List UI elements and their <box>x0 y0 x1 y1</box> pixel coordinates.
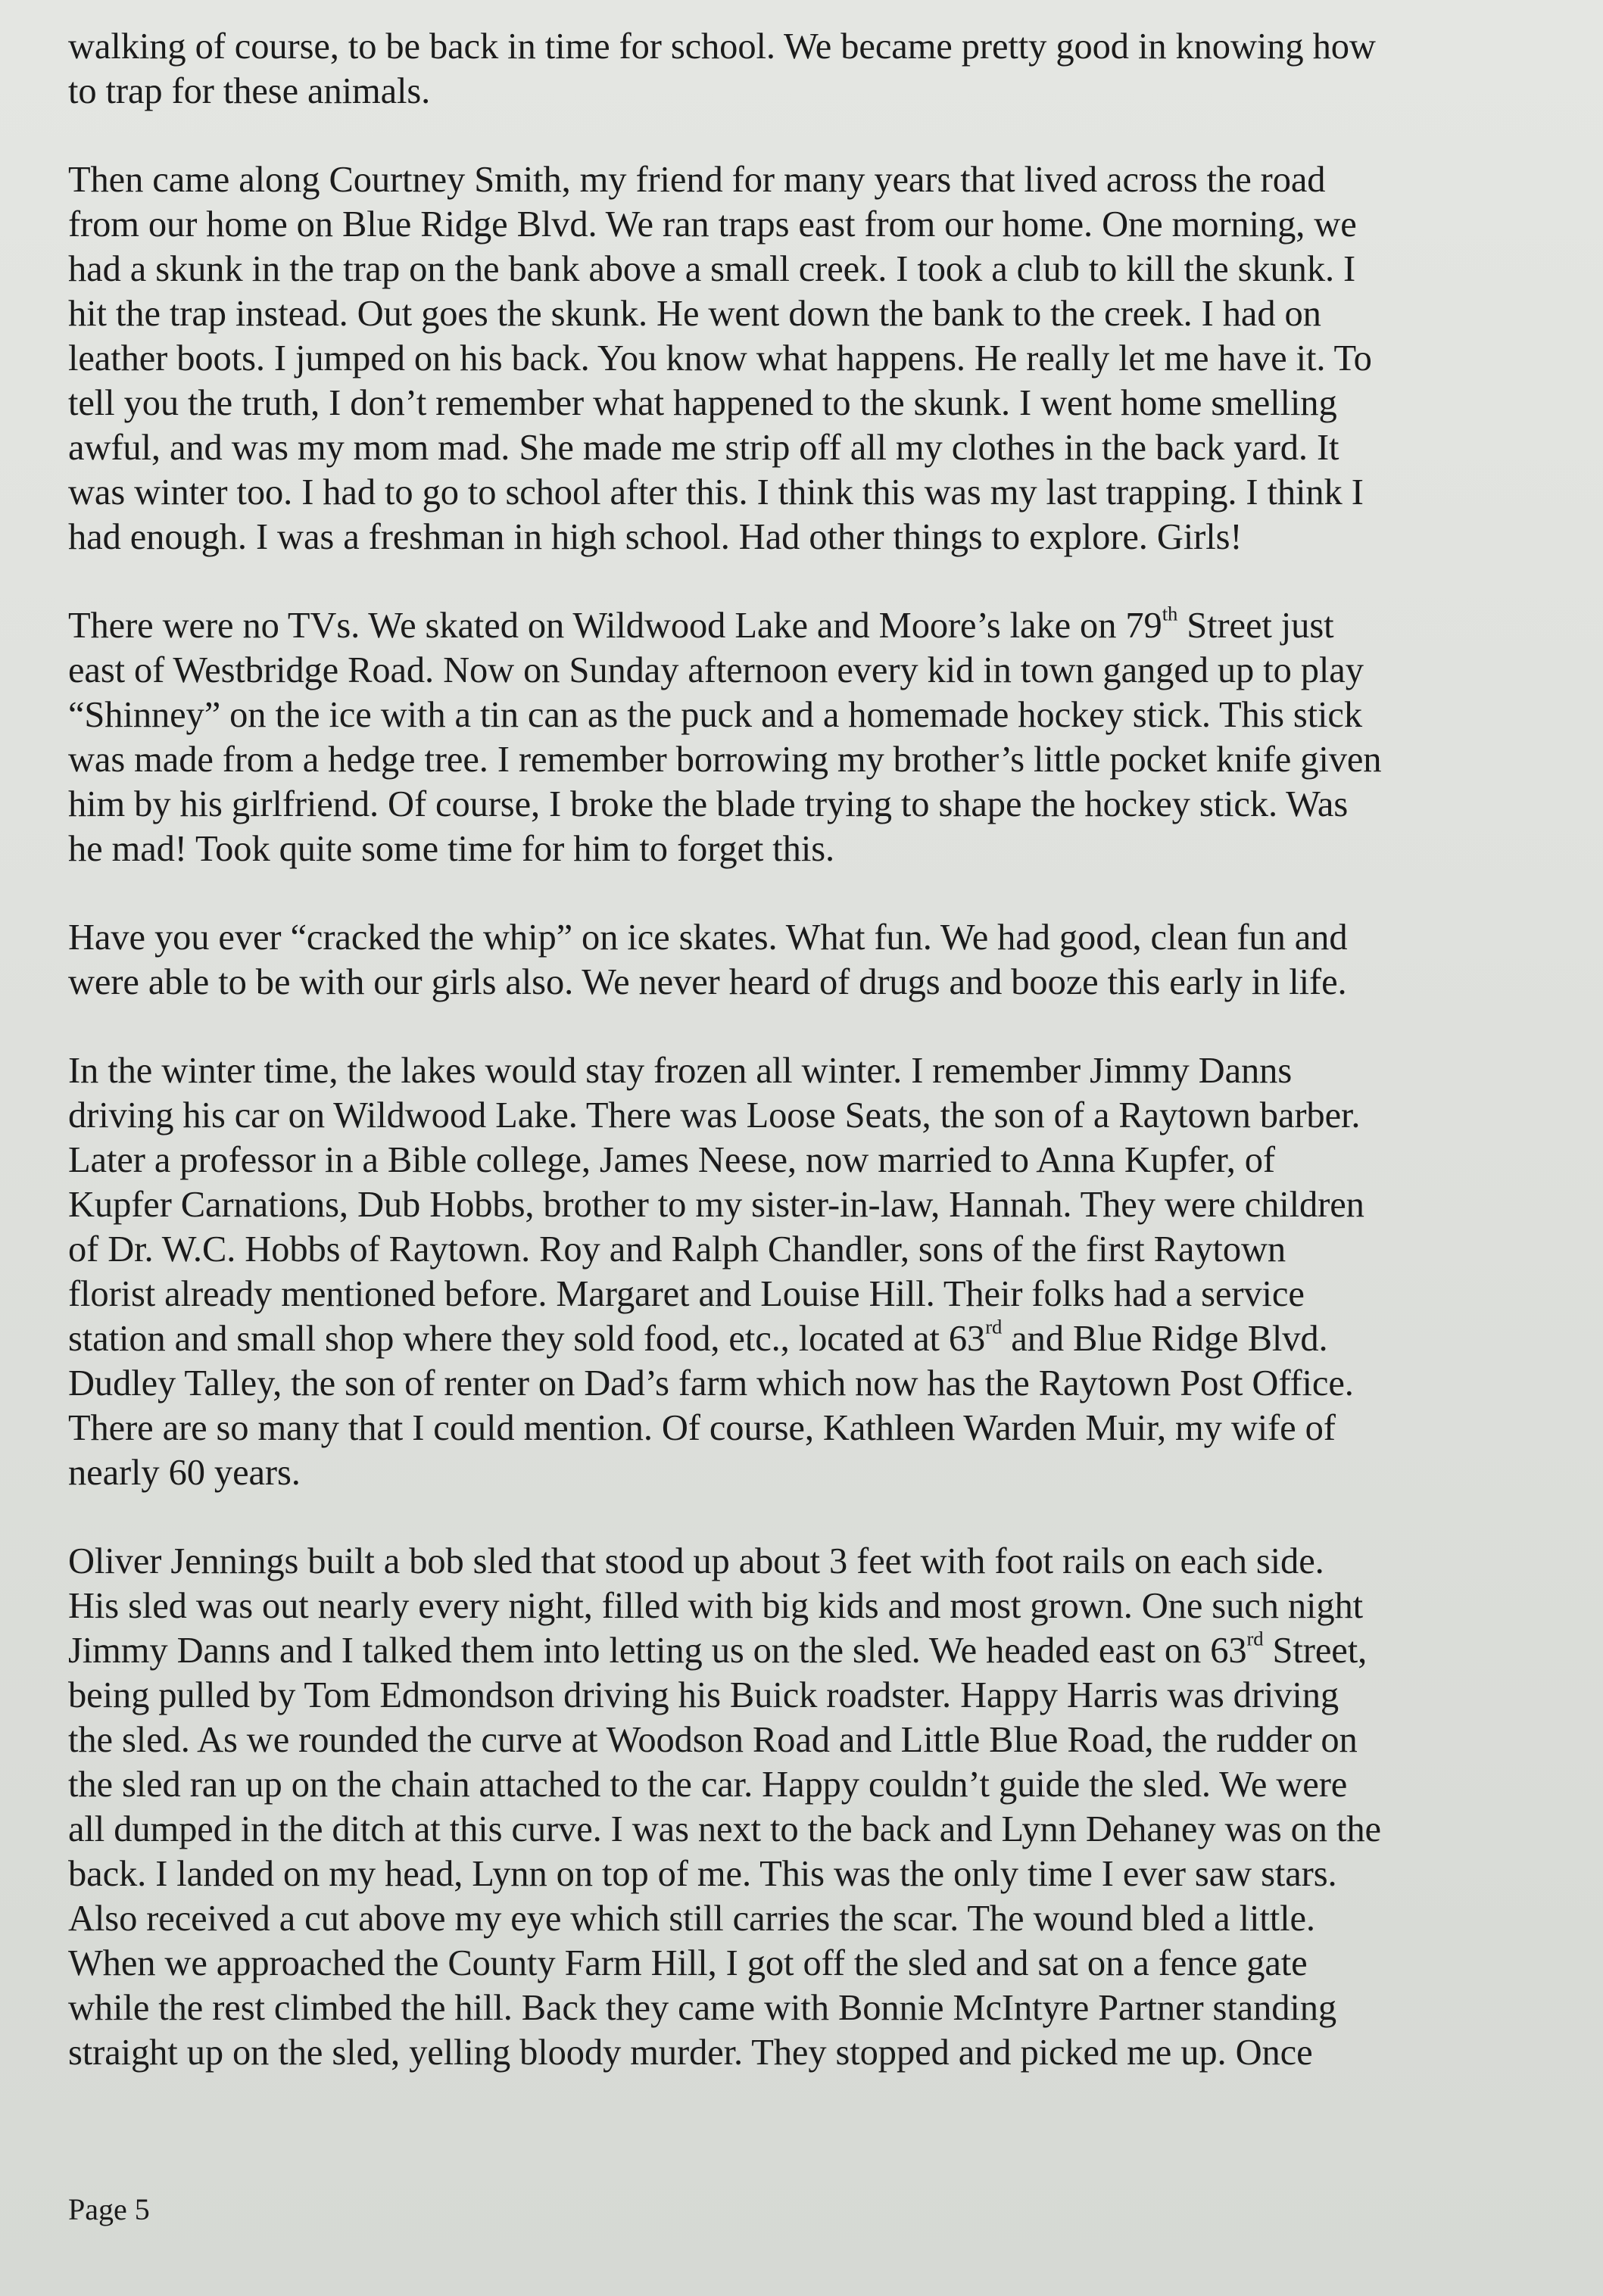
text-line <box>68 204 1357 245</box>
line-text: the sled ran up on the chain attached to the car. Happy couldn’t guide the sled. We were <box>68 1765 1348 1805</box>
page-number: Page 5 <box>68 2192 150 2226</box>
line-text: hit the trap instead. Out goes the skunk. He went down the bank to the creek. I had on <box>68 294 1321 334</box>
text-line <box>68 71 430 111</box>
text-line <box>68 249 1355 289</box>
line-text: “Shinney” on the ice with a tin can as the puck and a homemade hockey stick. This stick <box>68 695 1362 735</box>
text-line <box>68 1315 1328 1359</box>
line-text: Kupfer Carnations, Dub Hobbs, brother to my sister-in-law, Hannah. They were children <box>68 1185 1364 1225</box>
text-line <box>68 383 1337 423</box>
line-text: had enough. I was a freshman in high school. Had other things to explore. Girls! <box>68 517 1243 557</box>
text-line <box>68 1229 1286 1269</box>
ordinal-suffix: rd <box>1246 1627 1264 1650</box>
line-text: When we approached the County Farm Hill, I got off the sled and sat on a fence gate <box>68 1943 1308 1983</box>
line-text: His sled was out nearly every night, filled with big kids and most grown. One such night <box>68 1586 1364 1626</box>
ordinal-suffix: th <box>1162 602 1178 625</box>
text-line <box>68 1408 1336 1448</box>
line-text: while the rest climbed the hill. Back they came with Bonnie McIntyre Partner standing <box>68 1988 1337 2028</box>
line-text: driving his car on Wildwood Lake. There was Loose Seats, the son of a Raytown barber. <box>68 1095 1361 1136</box>
text-line <box>68 1363 1354 1403</box>
text-line <box>68 1140 1275 1180</box>
text-line <box>68 695 1362 735</box>
line-text: all dumped in the ditch at this curve. I was next to the back and Lynn Dehaney was on the <box>68 1809 1381 1849</box>
paragraph <box>68 603 1537 871</box>
line-text: nearly 60 years. <box>68 1453 301 1493</box>
line-text: In the winter time, the lakes would stay frozen all winter. I remember Jimmy Danns <box>68 1051 1293 1091</box>
text-line <box>68 1720 1358 1760</box>
text-line <box>68 1274 1305 1314</box>
text-line <box>68 1899 1315 1939</box>
line-text: he mad! Took quite some time for him to forget this. <box>68 829 834 869</box>
line-text: tell you the truth, I don’t remember what happened to the skunk. I went home smelling <box>68 383 1337 423</box>
text-line <box>68 917 1347 958</box>
text-line <box>68 472 1364 512</box>
line-text: station and small shop where they sold food, etc., located at 63 <box>68 1319 986 1359</box>
line-text: was winter too. I had to go to school after this. I think this was my last trapping. I think I <box>68 472 1364 512</box>
text-line <box>68 1809 1381 1849</box>
text-line <box>68 1627 1368 1671</box>
line-text: to trap for these animals. <box>68 71 431 111</box>
line-text: being pulled by Tom Edmondson driving his Buick roadster. Happy Harris was driving <box>68 1675 1339 1715</box>
ordinal-suffix: rd <box>985 1315 1003 1338</box>
line-text: were able to be with our girls also. We never heard of drugs and booze this early in life. <box>68 962 1347 1002</box>
line-text: was made from a hedge tree. I remember borrowing my brother’s little pocket knife given <box>68 740 1382 780</box>
paragraph <box>68 1539 1537 2075</box>
text-line <box>68 26 1376 67</box>
text-line <box>68 1185 1364 1225</box>
line-text: There are so many that I could mention. Of course, Kathleen Warden Muir, my wife of <box>68 1408 1336 1448</box>
text-line <box>68 1854 1337 1894</box>
text-line <box>68 428 1339 468</box>
line-text: from our home on Blue Ridge Blvd. We ran traps east from our home. One morning, we <box>68 204 1357 245</box>
line-text: east of Westbridge Road. Now on Sunday afternoon every kid in town ganged up to play <box>68 650 1364 690</box>
text-line <box>68 1586 1363 1626</box>
text-line <box>68 338 1372 379</box>
line-text: leather boots. I jumped on his back. You know what happens. He really let me have it. To <box>68 338 1372 379</box>
line-text: Jimmy Danns and I talked them into letting us on the sled. We headed east on 63 <box>68 1631 1247 1671</box>
body-text <box>68 24 1537 2075</box>
line-text: had a skunk in the trap on the bank above a small creek. I took a club to kill the skunk. I <box>68 249 1356 289</box>
text-line <box>68 1675 1339 1715</box>
line-text: walking of course, to be back in time for school. We became pretty good in knowing how <box>68 26 1376 67</box>
line-text: Dudley Talley, the son of renter on Dad’s farm which now has the Raytown Post Office. <box>68 1363 1354 1403</box>
text-line <box>68 829 834 869</box>
line-text: him by his girlfriend. Of course, I broke the blade trying to shape the hockey stick. Was <box>68 784 1349 824</box>
line-text: back. I landed on my head, Lynn on top of me. This was the only time I ever saw stars. <box>68 1854 1337 1894</box>
text-line <box>68 784 1348 824</box>
text-line <box>68 1453 301 1493</box>
text-line <box>68 1541 1324 1581</box>
text-line <box>68 1095 1360 1136</box>
line-text: Later a professor in a Bible college, James Neese, now married to Anna Kupfer, of <box>68 1140 1275 1180</box>
text-line <box>68 2033 1313 2073</box>
line-text: Oliver Jennings built a bob sled that stood up about 3 feet with foot rails on each side. <box>68 1541 1324 1581</box>
line-text-continued: Street just <box>1177 606 1334 646</box>
text-line <box>68 650 1364 690</box>
line-text: There were no TVs. We skated on Wildwood Lake and Moore’s lake on 79 <box>68 606 1162 646</box>
text-line <box>68 517 1242 557</box>
line-text: Also received a cut above my eye which still carries the scar. The wound bled a little. <box>68 1899 1315 1939</box>
text-line <box>68 962 1347 1002</box>
paragraph <box>68 1048 1537 1495</box>
paragraph <box>68 24 1537 114</box>
line-text-continued: Street, <box>1263 1631 1368 1671</box>
line-text: straight up on the sled, yelling bloody murder. They stopped and picked me up. Once <box>68 2033 1313 2073</box>
paragraph <box>68 157 1537 559</box>
line-text: of Dr. W.C. Hobbs of Raytown. Roy and Ralph Chandler, sons of the first Raytown <box>68 1229 1286 1269</box>
line-text-continued: and Blue Ridge Blvd. <box>1002 1319 1328 1359</box>
paragraph <box>68 915 1537 1005</box>
line-text: Then came along Courtney Smith, my friend for many years that lived across the road <box>68 160 1326 200</box>
line-text: florist already mentioned before. Margaret and Louise Hill. Their folks had a service <box>68 1274 1305 1314</box>
text-line <box>68 1988 1336 2028</box>
line-text: Have you ever “cracked the whip” on ice skates. What fun. We had good, clean fun and <box>68 917 1348 958</box>
text-line <box>68 294 1321 334</box>
text-line <box>68 1943 1308 1983</box>
text-line <box>68 160 1325 200</box>
text-line <box>68 1051 1292 1091</box>
line-text: the sled. As we rounded the curve at Woodson Road and Little Blue Road, the rudder on <box>68 1720 1358 1760</box>
text-line <box>68 1765 1347 1805</box>
text-line <box>68 740 1381 780</box>
text-line <box>68 602 1334 646</box>
line-text: awful, and was my mom mad. She made me strip off all my clothes in the back yard. It <box>68 428 1339 468</box>
